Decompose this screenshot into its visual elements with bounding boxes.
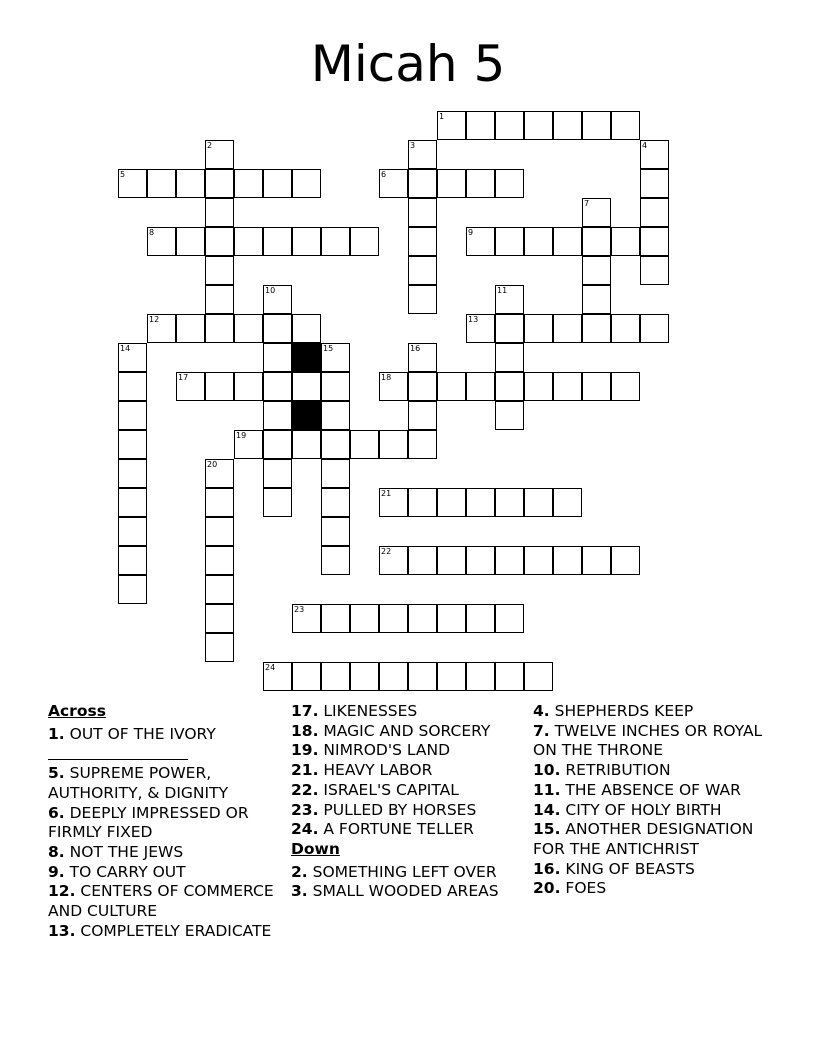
clue-text: RETRIBUTION <box>565 761 671 780</box>
grid-cell[interactable] <box>437 111 466 140</box>
clue-number: 4. <box>533 702 550 720</box>
clue-across-1 <box>48 725 278 745</box>
grid-cell[interactable] <box>176 169 205 198</box>
grid-cell[interactable] <box>118 459 147 488</box>
clue-number: 22. <box>291 780 319 799</box>
grid-cell[interactable] <box>611 227 640 256</box>
clue-text: SMALL WOODED AREAS <box>312 882 499 901</box>
clue-number: 12. <box>48 882 76 901</box>
clue-down-10 <box>533 761 773 781</box>
clue-number: 17. <box>291 702 319 720</box>
clue-across-23 <box>291 801 519 821</box>
grid-cell[interactable] <box>379 488 408 517</box>
grid-cell[interactable] <box>466 372 495 401</box>
clue-text: TWELVE INCHES OR ROYAL ON THE THRONE <box>533 721 763 760</box>
grid-cell[interactable] <box>147 227 176 256</box>
clue-down-11 <box>533 781 773 801</box>
clue-across-13 <box>48 922 278 942</box>
grid-cell[interactable] <box>234 430 263 459</box>
clue-number: 11. <box>533 780 561 799</box>
grid-cell[interactable] <box>321 604 350 633</box>
grid-cell[interactable] <box>205 256 234 285</box>
grid-cell[interactable] <box>553 314 582 343</box>
grid-cell[interactable] <box>524 372 553 401</box>
grid-cell[interactable] <box>321 662 350 691</box>
grid-cell[interactable] <box>292 314 321 343</box>
grid-cell[interactable] <box>408 546 437 575</box>
clue-down-20 <box>533 879 773 899</box>
clue-text: COMPLETELY ERADICATE <box>80 921 272 940</box>
grid-cell[interactable] <box>408 488 437 517</box>
grid-cell[interactable] <box>234 169 263 198</box>
grid-cell[interactable] <box>321 546 350 575</box>
grid-cell[interactable] <box>524 111 553 140</box>
grid-cell[interactable] <box>582 256 611 285</box>
grid-cell[interactable] <box>176 314 205 343</box>
clue-number: 2. <box>291 862 308 881</box>
clue-down-15 <box>533 820 773 859</box>
grid-cell[interactable] <box>321 343 350 372</box>
clue-number: 21. <box>291 761 319 780</box>
grid-cell[interactable] <box>292 372 321 401</box>
grid-cell[interactable] <box>263 662 292 691</box>
cell-number: 23 <box>294 605 305 614</box>
grid-cell[interactable] <box>118 169 147 198</box>
grid-cell[interactable] <box>379 662 408 691</box>
grid-cell[interactable] <box>292 169 321 198</box>
grid-cell[interactable] <box>495 604 524 633</box>
clue-across-6 <box>48 804 278 843</box>
grid-cell[interactable] <box>321 401 350 430</box>
grid-cell[interactable] <box>495 285 524 314</box>
grid-cell[interactable] <box>379 372 408 401</box>
grid-cell[interactable] <box>466 169 495 198</box>
grid-cell[interactable] <box>205 488 234 517</box>
grid-cell[interactable] <box>582 314 611 343</box>
clue-text: HEAVY LABOR <box>323 761 433 780</box>
grid-cell[interactable] <box>292 227 321 256</box>
cell-number: 4 <box>642 141 648 150</box>
grid-cell[interactable] <box>408 140 437 169</box>
down-heading: Down <box>291 839 340 858</box>
grid-cell[interactable] <box>263 343 292 372</box>
clue-text: SOMETHING LEFT OVER <box>312 862 497 881</box>
clue-text: CENTERS OF COMMERCE AND CULTURE <box>48 882 274 921</box>
clue-number: 15. <box>533 820 561 839</box>
grid-cell[interactable] <box>582 111 611 140</box>
clue-number: 20. <box>533 879 561 898</box>
grid-cell[interactable] <box>495 546 524 575</box>
grid-cell[interactable] <box>118 517 147 546</box>
grid-cell[interactable] <box>495 169 524 198</box>
cell-number: 18 <box>381 373 392 382</box>
clue-across-19 <box>291 741 519 761</box>
across-heading: Across <box>48 702 106 720</box>
grid-cell[interactable] <box>495 343 524 372</box>
black-square <box>292 401 321 430</box>
grid-cell[interactable] <box>379 430 408 459</box>
clue-number: 3. <box>291 882 308 901</box>
grid-cell[interactable] <box>321 517 350 546</box>
grid-cell[interactable] <box>205 517 234 546</box>
grid-cell[interactable] <box>582 198 611 227</box>
grid-cell[interactable] <box>466 227 495 256</box>
clue-text: DEEPLY IMPRESSED OR FIRMLY FIXED <box>48 803 249 842</box>
grid-cell[interactable] <box>321 430 350 459</box>
cell-number: 20 <box>207 460 218 469</box>
clue-text: ISRAEL'S CAPITAL <box>323 780 459 799</box>
clue-down-14 <box>533 801 773 821</box>
grid-cell[interactable] <box>263 488 292 517</box>
blank-line <box>48 747 188 760</box>
grid-cell[interactable] <box>205 633 234 662</box>
clue-across-22 <box>291 781 519 801</box>
cell-number: 21 <box>381 489 392 498</box>
grid-cell[interactable] <box>495 314 524 343</box>
grid-cell[interactable] <box>495 227 524 256</box>
cell-number: 14 <box>120 344 131 353</box>
grid-cell[interactable] <box>321 227 350 256</box>
grid-cell[interactable] <box>437 604 466 633</box>
clue-across-12 <box>48 882 278 921</box>
grid-cell[interactable] <box>292 662 321 691</box>
grid-cell[interactable] <box>582 372 611 401</box>
grid-cell[interactable] <box>408 662 437 691</box>
grid-cell[interactable] <box>321 459 350 488</box>
grid-cell[interactable] <box>437 488 466 517</box>
grid-cell[interactable] <box>466 604 495 633</box>
grid-cell[interactable] <box>118 372 147 401</box>
grid-cell[interactable] <box>524 662 553 691</box>
clue-column-1 <box>48 702 278 941</box>
grid-cell[interactable] <box>263 459 292 488</box>
grid-cell[interactable] <box>611 372 640 401</box>
grid-cell[interactable] <box>437 372 466 401</box>
grid-cell[interactable] <box>640 198 669 227</box>
grid-cell[interactable] <box>408 343 437 372</box>
clue-text: OUT OF THE IVORY <box>69 724 216 743</box>
clue-across-5 <box>48 764 278 803</box>
grid-cell[interactable] <box>263 227 292 256</box>
clue-text: SHEPHERDS KEEP <box>554 702 694 720</box>
cell-number: 15 <box>323 344 334 353</box>
grid-cell[interactable] <box>611 314 640 343</box>
cell-number: 5 <box>120 170 126 179</box>
cell-number: 1 <box>439 112 445 121</box>
grid-cell[interactable] <box>118 575 147 604</box>
grid-cell[interactable] <box>495 488 524 517</box>
clue-number: 1. <box>48 724 65 743</box>
grid-cell[interactable] <box>408 401 437 430</box>
grid-cell[interactable] <box>147 169 176 198</box>
cell-number: 16 <box>410 344 421 353</box>
grid-cell[interactable] <box>495 372 524 401</box>
grid-cell[interactable] <box>408 198 437 227</box>
grid-cell[interactable] <box>263 430 292 459</box>
clue-column-3 <box>533 702 773 899</box>
grid-cell[interactable] <box>205 604 234 633</box>
grid-cell[interactable] <box>263 314 292 343</box>
grid-cell[interactable] <box>263 372 292 401</box>
grid-cell[interactable] <box>640 256 669 285</box>
clue-number: 5. <box>48 764 65 783</box>
grid-cell[interactable] <box>350 604 379 633</box>
grid-cell[interactable] <box>524 488 553 517</box>
clue-text: NIMROD'S LAND <box>323 741 451 760</box>
grid-cell[interactable] <box>553 488 582 517</box>
clue-text: PULLED BY HORSES <box>323 800 477 819</box>
cell-number: 8 <box>149 228 155 237</box>
grid-cell[interactable] <box>234 227 263 256</box>
cell-number: 10 <box>265 286 276 295</box>
grid-cell[interactable] <box>466 314 495 343</box>
clue-text: ANOTHER DESIGNATION FOR THE ANTICHRIST <box>533 820 754 858</box>
grid-cell[interactable] <box>437 546 466 575</box>
clue-number: 7. <box>533 721 550 740</box>
grid-cell[interactable] <box>118 488 147 517</box>
grid-cell[interactable] <box>205 140 234 169</box>
grid-cell[interactable] <box>466 662 495 691</box>
clue-down-16 <box>533 860 773 880</box>
clue-down-7 <box>533 722 773 761</box>
grid-cell[interactable] <box>321 372 350 401</box>
clue-number: 23. <box>291 800 319 819</box>
clue-text: MAGIC AND SORCERY <box>323 721 491 740</box>
clue-text: TO CARRY OUT <box>69 862 186 881</box>
grid-cell[interactable] <box>408 372 437 401</box>
black-square <box>292 343 321 372</box>
grid-cell[interactable] <box>292 430 321 459</box>
grid-cell[interactable] <box>379 604 408 633</box>
grid-cell[interactable] <box>640 140 669 169</box>
grid-cell[interactable] <box>582 227 611 256</box>
grid-cell[interactable] <box>350 430 379 459</box>
grid-cell[interactable] <box>408 227 437 256</box>
cell-number: 17 <box>178 373 189 382</box>
clue-across-18 <box>291 722 519 742</box>
grid-cell[interactable] <box>408 285 437 314</box>
cell-number: 7 <box>584 199 590 208</box>
grid-cell[interactable] <box>205 372 234 401</box>
grid-cell[interactable] <box>524 314 553 343</box>
grid-cell[interactable] <box>147 314 176 343</box>
cell-number: 24 <box>265 663 276 672</box>
cell-number: 6 <box>381 170 387 179</box>
clue-across-17 <box>291 702 519 722</box>
grid-cell[interactable] <box>118 546 147 575</box>
cell-number: 22 <box>381 547 392 556</box>
grid-cell[interactable] <box>379 546 408 575</box>
grid-cell[interactable] <box>176 227 205 256</box>
clue-down-4 <box>533 702 773 722</box>
grid-cell[interactable] <box>205 459 234 488</box>
grid-cell[interactable] <box>553 546 582 575</box>
grid-cell[interactable] <box>582 546 611 575</box>
clue-number: 10. <box>533 761 561 780</box>
grid-cell[interactable] <box>118 343 147 372</box>
grid-cell[interactable] <box>640 169 669 198</box>
grid-cell[interactable] <box>524 546 553 575</box>
clue-across-24 <box>291 820 519 840</box>
clue-down-2 <box>291 863 519 883</box>
grid-cell[interactable] <box>495 662 524 691</box>
grid-cell[interactable] <box>205 285 234 314</box>
grid-cell[interactable] <box>611 111 640 140</box>
clue-column-2 <box>291 702 519 902</box>
grid-cell[interactable] <box>437 169 466 198</box>
grid-cell[interactable] <box>234 372 263 401</box>
grid-cell[interactable] <box>582 285 611 314</box>
cell-number: 9 <box>468 228 474 237</box>
grid-cell[interactable] <box>495 401 524 430</box>
grid-cell[interactable] <box>118 401 147 430</box>
grid-cell[interactable] <box>205 198 234 227</box>
cell-number: 2 <box>207 141 213 150</box>
grid-cell[interactable] <box>408 604 437 633</box>
grid-cell[interactable] <box>408 430 437 459</box>
grid-cell[interactable] <box>321 488 350 517</box>
clue-blank-line <box>48 744 278 764</box>
clue-number: 9. <box>48 862 65 881</box>
grid-cell[interactable] <box>466 488 495 517</box>
grid-cell[interactable] <box>553 227 582 256</box>
clue-number: 8. <box>48 842 65 861</box>
cell-number: 13 <box>468 315 479 324</box>
grid-cell[interactable] <box>640 227 669 256</box>
grid-cell[interactable] <box>437 662 466 691</box>
clue-across-21 <box>291 761 519 781</box>
grid-cell[interactable] <box>553 372 582 401</box>
page-title: Micah 5 <box>310 35 506 93</box>
clue-across-9 <box>48 863 278 883</box>
cell-number: 3 <box>410 141 416 150</box>
clue-number: 16. <box>533 859 561 878</box>
grid-cell[interactable] <box>234 314 263 343</box>
grid-cell[interactable] <box>205 546 234 575</box>
grid-cell[interactable] <box>118 430 147 459</box>
clue-number: 13. <box>48 921 76 940</box>
grid-cell[interactable] <box>263 169 292 198</box>
grid-cell[interactable] <box>350 227 379 256</box>
grid-cell[interactable] <box>205 227 234 256</box>
clue-text: FOES <box>565 879 607 898</box>
clue-text: KING OF BEASTS <box>565 859 695 878</box>
clue-text: NOT THE JEWS <box>69 842 184 861</box>
grid-cell[interactable] <box>495 111 524 140</box>
grid-cell[interactable] <box>176 372 205 401</box>
grid-cell[interactable] <box>408 256 437 285</box>
grid-cell[interactable] <box>205 169 234 198</box>
clue-number: 19. <box>291 741 319 760</box>
clue-text: LIKENESSES <box>323 702 418 720</box>
grid-cell[interactable] <box>611 546 640 575</box>
clue-number: 6. <box>48 803 65 822</box>
cell-number: 12 <box>149 315 160 324</box>
grid-cell[interactable] <box>466 111 495 140</box>
clue-text: CITY OF HOLY BIRTH <box>565 800 722 819</box>
clue-text: SUPREME POWER, AUTHORITY, & DIGNITY <box>48 764 229 802</box>
grid-cell[interactable] <box>292 604 321 633</box>
grid-cell[interactable] <box>553 111 582 140</box>
cell-number: 11 <box>497 286 508 295</box>
grid-cell[interactable] <box>408 169 437 198</box>
clue-number: 18. <box>291 721 319 740</box>
grid-cell[interactable] <box>263 285 292 314</box>
grid-cell[interactable] <box>205 575 234 604</box>
clue-number: 24. <box>291 820 319 839</box>
grid-cell[interactable] <box>524 227 553 256</box>
clue-down-3 <box>291 882 519 902</box>
grid-cell[interactable] <box>466 546 495 575</box>
clue-text: THE ABSENCE OF WAR <box>565 780 741 799</box>
cell-number: 19 <box>236 431 247 440</box>
clue-across-8 <box>48 843 278 863</box>
clue-text: A FORTUNE TELLER <box>323 820 474 839</box>
clue-number: 14. <box>533 800 561 819</box>
grid-cell[interactable] <box>640 314 669 343</box>
grid-cell[interactable] <box>205 314 234 343</box>
grid-cell[interactable] <box>263 401 292 430</box>
grid-cell[interactable] <box>379 169 408 198</box>
grid-cell[interactable] <box>350 662 379 691</box>
